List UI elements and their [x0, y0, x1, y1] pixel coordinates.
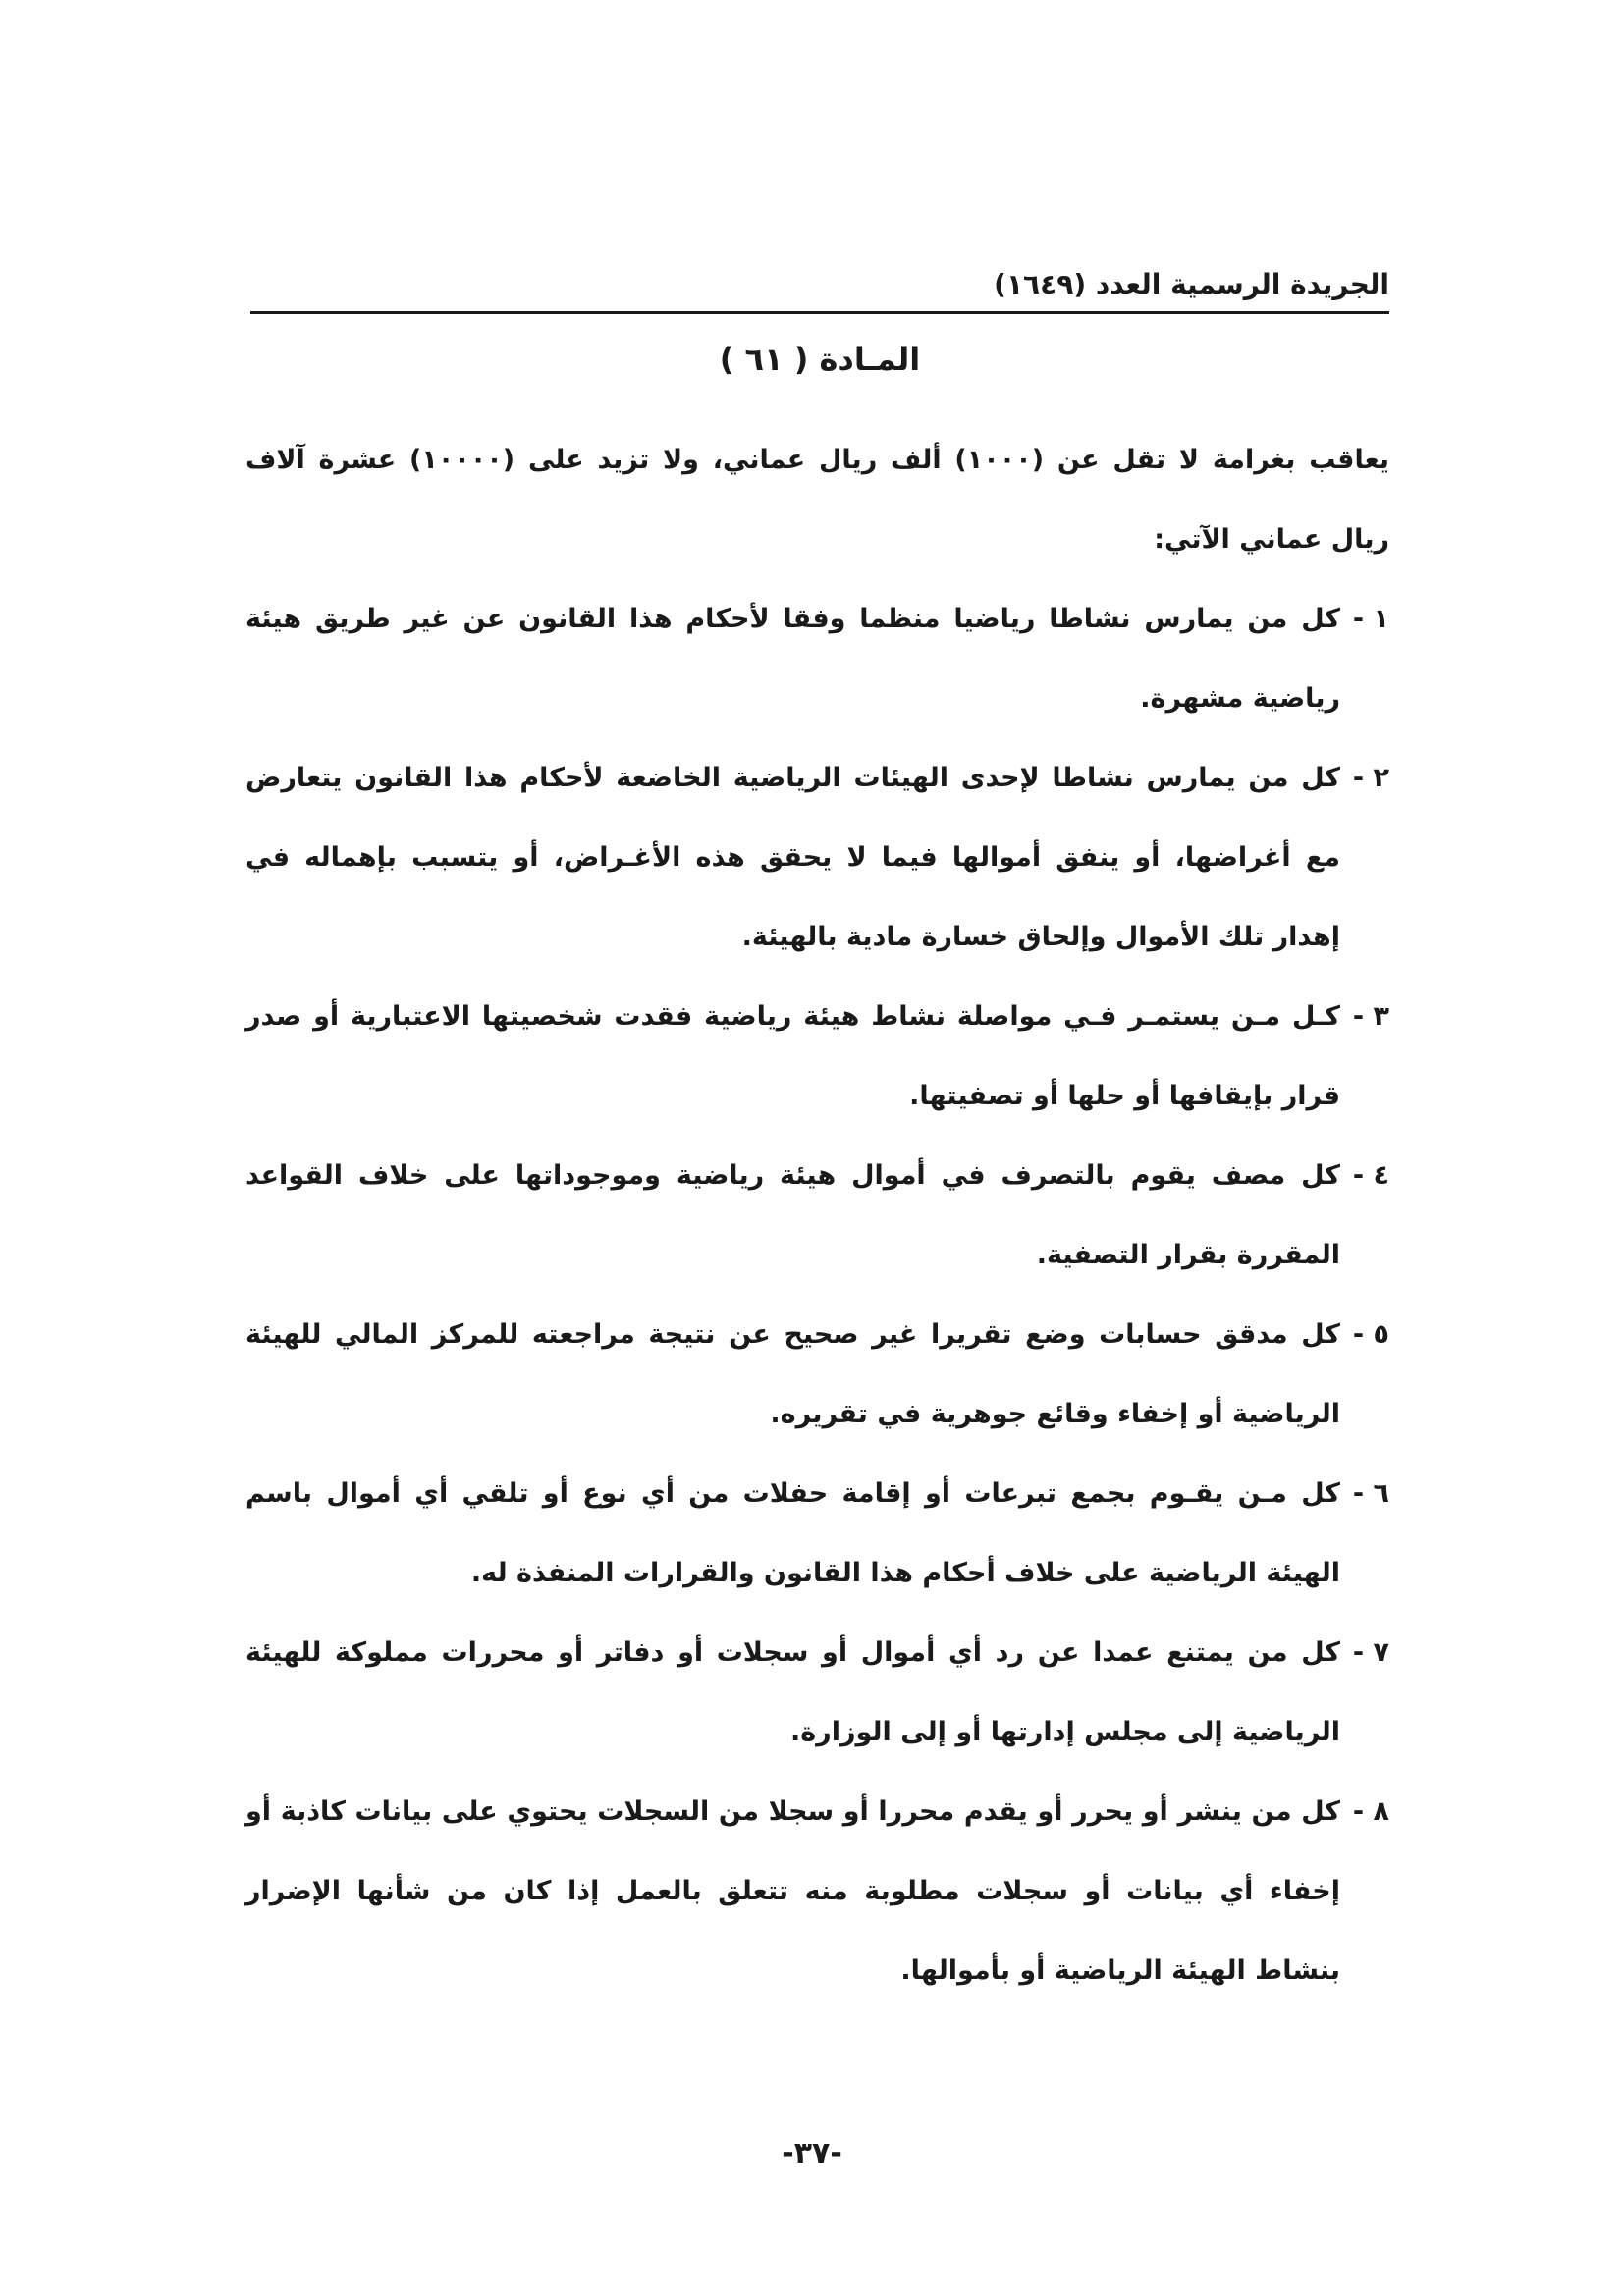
item-text: كل مـن يقـوم بجمع تبرعات أو إقامة حفلات من أي نوع أو تلقي أي أموال باسم الهيئة الرياضية على خلاف أحكام هذا القانون والقرارات المنفذة له. [245, 1478, 1340, 1588]
list-item [245, 977, 1389, 1136]
gazette-header: الجريدة الرسمية العدد (١٦٤٩) [994, 268, 1389, 300]
item-number: ٤ - [1352, 1160, 1389, 1191]
list-item [245, 1613, 1389, 1772]
item-text: كـل مـن يستمـر فـي مواصلة نشاط هيئة رياضية فقدت شخصيتها الاعتبارية أو صدر قرار بإيقافها أو حلها أو تصفيتها. [245, 1001, 1340, 1111]
item-number: ٢ - [1352, 763, 1389, 793]
item-number: ٦ - [1352, 1478, 1389, 1509]
item-number: ٣ - [1352, 1001, 1389, 1032]
item-text: كل من يمارس نشاطا رياضيا منظما وفقا لأحكام هذا القانون عن غير طريق هيئة رياضية مشهرة. [245, 604, 1340, 714]
article-intro: يعاقب بغرامة لا تقل عن (١٠٠٠) ألف ريال عماني، ولا تزيد على (١٠٠٠٠) عشرة آلاف ريال عماني الآتي: [245, 445, 1389, 555]
list-item [245, 579, 1389, 738]
item-number: ٧ - [1352, 1637, 1389, 1668]
item-number: ٥ - [1352, 1319, 1389, 1350]
item-number: ٨ - [1352, 1796, 1389, 1827]
article-body [245, 420, 1389, 2010]
item-number: ١ - [1352, 604, 1389, 634]
list-item [245, 1454, 1389, 1613]
list-item [245, 1136, 1389, 1295]
page-number: -٣٧- [782, 2136, 842, 2170]
item-text: كل مدقق حسابات وضع تقريرا غير صحيح عن نتيجة مراجعته للمركز المالي للهيئة الرياضية أو إخفاء وقائع جوهرية في تقريره. [245, 1319, 1340, 1429]
item-text: كل من ينشر أو يحرر أو يقدم محررا أو سجلا من السجلات يحتوي على بيانات كاذبة أو إخفاء أي بيانات أو سجلات مطلوبة منه تتعلق بالعمل إذا كان من شأنها الإضرار بنشاط الهيئة الرياضية أو بأموالها. [245, 1796, 1340, 1986]
list-item [245, 1295, 1389, 1454]
item-text: كل من يمتنع عمدا عن رد أي أموال أو سجلات أو دفاتر أو محررات مملوكة للهيئة الرياضية إلى مجلس إدارتها أو إلى الوزارة. [245, 1637, 1340, 1747]
item-text: كل مصف يقوم بالتصرف في أموال هيئة رياضية وموجوداتها على خلاف القواعد المقررة بقرار التصفية. [245, 1160, 1340, 1270]
article-title: المـادة ( ٦١ ) [719, 341, 921, 378]
list-item [245, 738, 1389, 977]
header-divider [250, 311, 1389, 314]
item-text: كل من يمارس نشاطا لإحدى الهيئات الرياضية الخاضعة لأحكام هذا القانون يتعارض مع أغراضها، أو ينفق أموالها فيما لا يحقق هذه الأغـراض، أو يتسبب بإهماله في إهدار تلك الأموال وإلحاق خسارة مادية بالهيئة. [245, 763, 1340, 952]
list-item [245, 1772, 1389, 2010]
